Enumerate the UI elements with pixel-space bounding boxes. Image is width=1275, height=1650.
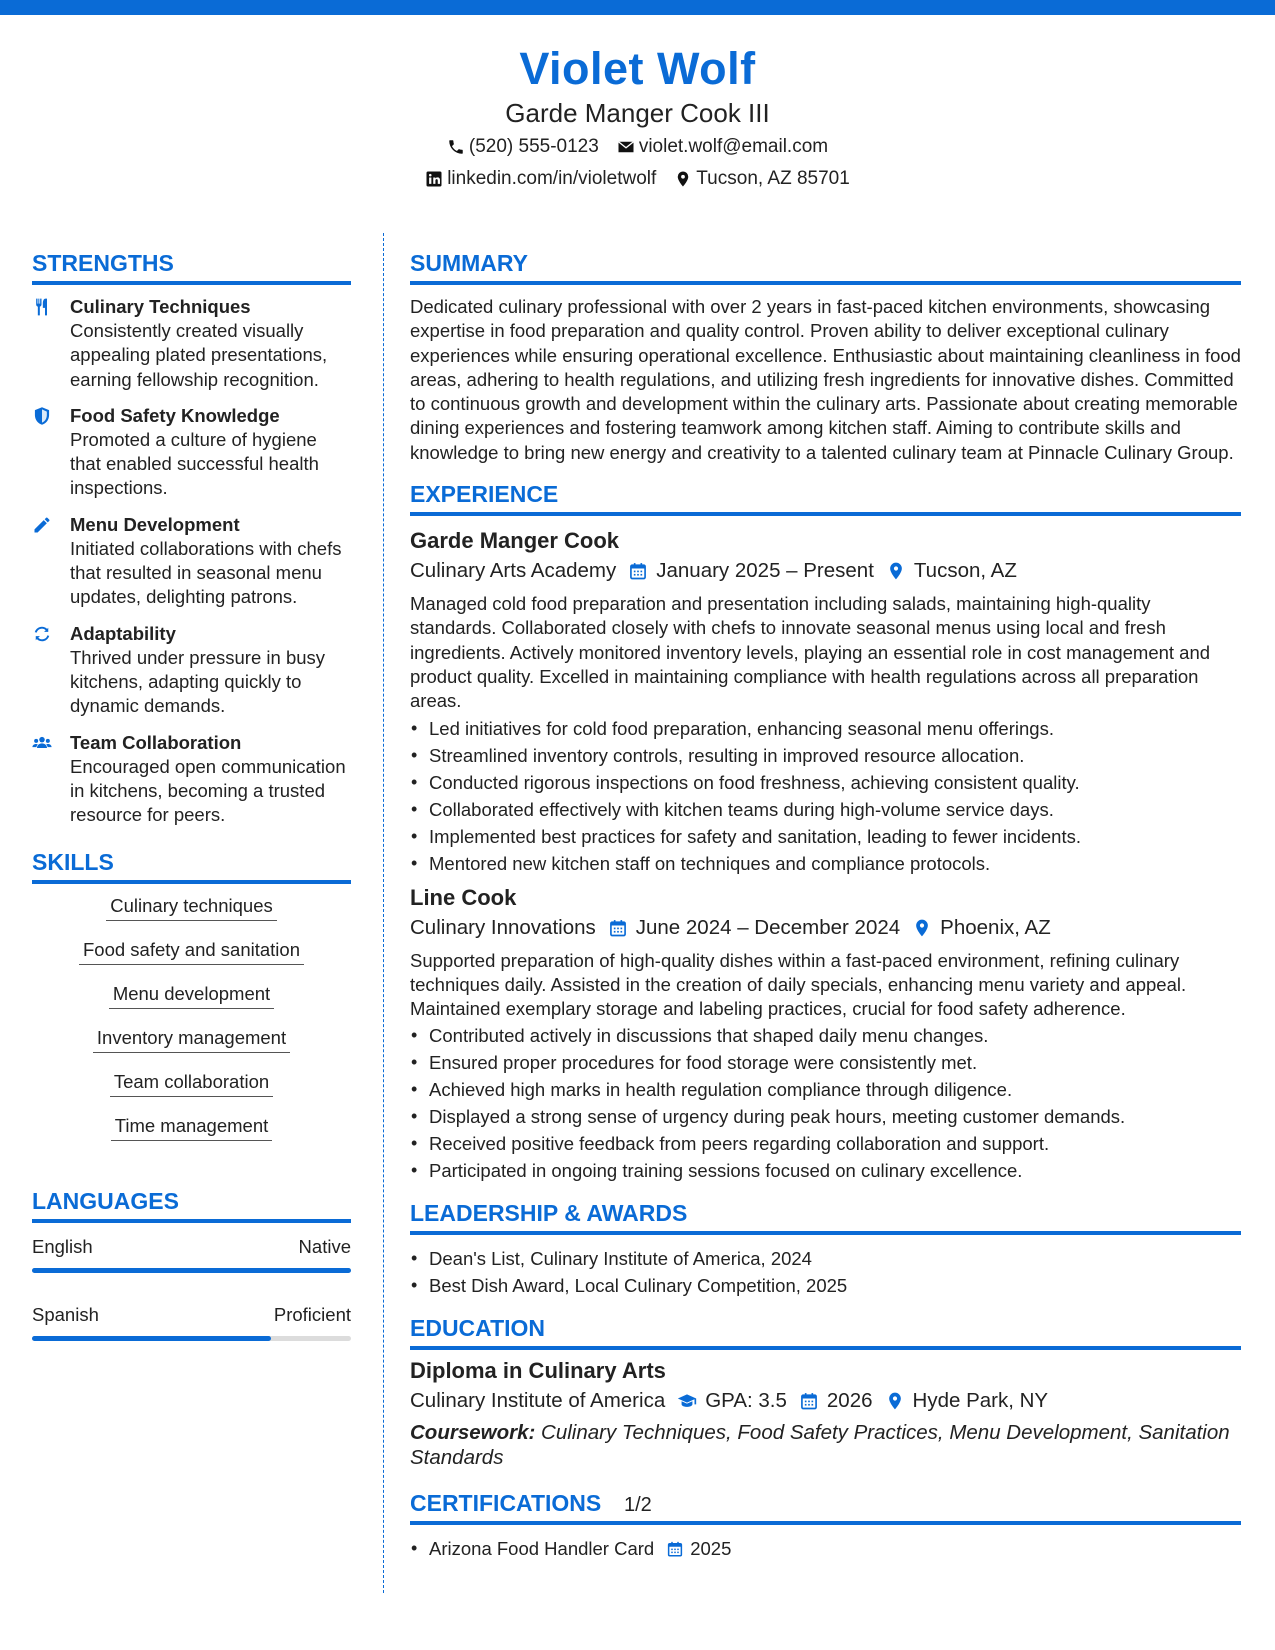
bullet-item: • Displayed a strong sense of urgency during peak hours, meeting customer demands. [410, 1103, 1241, 1130]
education-year: 2026 [826, 1389, 873, 1413]
strength-item [32, 404, 351, 501]
job-meta [410, 556, 1241, 586]
email-contact[interactable] [617, 132, 828, 162]
language-proficiency-bar [32, 1268, 351, 1273]
school-name: Culinary Institute of America [410, 1389, 666, 1413]
job-bullets [410, 1022, 1241, 1184]
summary-text: Dedicated culinary professional with over 2 years in fast-paced kitchen environments, showcasing expertise in food preparation and quality control. Proven ability to deliver exceptional culinary experiences while ensuring operational excellence. Enthusiastic about maintaining cleanliness in food areas, adhering to health regulations, and utilizing fresh ingredients for innovative dishes. Committed to continuous growth and development within the culinary arts. Passionate about creating memorable dining experiences and fostering teamwork among kitchen staff. Aiming to contribute skills and knowledge to bring new energy and creativity to a talented culinary team at Pinnacle Culinary Group. [410, 296, 1241, 463]
coursework [410, 1420, 1241, 1470]
skill-item: Food safety and sanitation [79, 938, 304, 965]
phone-text: (520) 555-0123 [468, 136, 599, 157]
bullet-item: • Achieved high marks in health regulation compliance through diligence. [410, 1076, 1241, 1103]
candidate-role: Garde Manger Cook III [505, 98, 770, 128]
degree-title: Diploma in Culinary Arts [410, 1358, 666, 1384]
job-dates-group [628, 556, 874, 586]
languages-list [32, 1235, 351, 1341]
strength-item [32, 295, 351, 392]
map-pin-icon [886, 561, 906, 581]
skill-item: Inventory management [93, 1026, 290, 1053]
job-dates: June 2024 – December 2024 [635, 915, 901, 939]
bullet-item: • Contributed actively in discussions that shaped daily menu changes. [410, 1022, 1241, 1049]
bullet-item: • Participated in ongoing training sessions focused on culinary excellence. [410, 1157, 1241, 1184]
utensils-icon [32, 297, 52, 317]
job-dates: January 2025 – Present [656, 559, 874, 583]
contact-row-2 [0, 164, 1275, 194]
strength-title: Team Collaboration [70, 731, 242, 753]
bullet-item: • Implemented best practices for safety and sanitation, leading to fewer incidents. [410, 823, 1241, 850]
candidate-name: Violet Wolf [519, 43, 756, 94]
language-proficiency-fill [32, 1268, 351, 1273]
bullet-item: • Streamlined inventory controls, resulting in improved resource allocation. [410, 742, 1241, 769]
job-title: Garde Manger Cook [410, 528, 620, 554]
envelope-icon [617, 138, 635, 156]
leadership-list [410, 1245, 1241, 1299]
job-company: Culinary Innovations [410, 915, 596, 939]
language-level: Proficient [273, 1304, 351, 1326]
shield-icon [32, 406, 52, 426]
bullet-item: • Conducted rigorous inspections on food freshness, achieving consistent quality. [410, 769, 1241, 796]
experience-heading: EXPERIENCE [410, 479, 1241, 516]
skill-item: Culinary techniques [106, 894, 276, 921]
coursework-label: Coursework: [410, 1421, 536, 1445]
job-description: Supported preparation of high-quality dishes within a fast-paced environment, refining culinary techniques daily. Assisted in the creation of daily specials, enhancing menu variety and appeal. Maintained exemplary storage and labeling practices, crucial for food safety adherence. [410, 949, 1187, 1020]
location-text: Tucson, AZ 85701 [696, 168, 850, 189]
bullet-item: • Collaborated effectively with kitchen teams during high-volume service days. [410, 796, 1241, 823]
strength-title: Culinary Techniques [70, 296, 251, 317]
job-location: Phoenix, AZ [940, 915, 1051, 939]
map-pin-icon [885, 1391, 905, 1411]
left-column [32, 248, 351, 1371]
bullet-item: • Received positive feedback from peers regarding collaboration and support. [410, 1130, 1241, 1157]
graduation-cap-icon [677, 1391, 697, 1411]
job-location-group [886, 556, 1017, 586]
right-column [410, 248, 1241, 1562]
job-entry [410, 883, 1241, 1185]
education-meta [410, 1386, 1241, 1416]
resume-header [0, 40, 1275, 194]
contact-row-1 [0, 132, 1275, 162]
skill-item: Team collaboration [110, 1070, 273, 1097]
strength-item [32, 622, 351, 719]
education-location: Hyde Park, NY [912, 1389, 1049, 1413]
skill-item: Time management [111, 1114, 273, 1141]
strength-desc: Encouraged open communication in kitchens, becoming a trusted resource for peers. [70, 755, 346, 826]
language-proficiency-bar [32, 1336, 351, 1341]
job-location: Tucson, AZ [913, 559, 1017, 583]
job-company: Culinary Arts Academy [410, 559, 617, 583]
strength-title: Menu Development [70, 513, 240, 535]
strength-item [32, 731, 351, 828]
education-year-group [799, 1386, 873, 1416]
job-location-group [912, 913, 1051, 943]
phone-contact [447, 132, 599, 162]
education-location-group [885, 1386, 1049, 1416]
certification-name: • Arizona Food Handler Card [429, 1538, 655, 1560]
strength-desc: Consistently created visually appealing plated presentations, earning fellowship recognition. [70, 320, 328, 390]
gpa-group [677, 1386, 787, 1416]
strength-desc: Promoted a culture of hygiene that enabled successful health inspections. [70, 428, 319, 499]
top-accent-bar [0, 0, 1275, 15]
job-title: Line Cook [410, 884, 517, 910]
summary-heading: SUMMARY [410, 248, 1241, 285]
job-dates-group [608, 913, 900, 943]
skills-list [32, 894, 351, 1158]
linkedin-contact[interactable] [425, 164, 656, 194]
skills-heading: SKILLS [32, 847, 351, 884]
job-meta [410, 913, 1241, 943]
linkedin-text: linkedin.com/in/violetwolf [447, 168, 657, 189]
job-bullets [410, 715, 1241, 877]
coursework-text: Culinary Techniques, Food Safety Practices, Menu Development, Sanitation Standards [410, 1421, 1230, 1470]
language-proficiency-fill [32, 1336, 271, 1341]
linkedin-icon [425, 170, 443, 188]
strength-item [32, 513, 351, 610]
strength-desc: Thrived under pressure in busy kitchens, adapting quickly to dynamic demands. [70, 646, 326, 717]
certifications-list [410, 1535, 1241, 1562]
bullet-item: • Ensured proper procedures for food storage were consistently met. [410, 1049, 1241, 1076]
email-text: violet.wolf@email.com [638, 136, 829, 157]
gpa-text: GPA: 3.5 [705, 1389, 787, 1413]
calendar-icon [608, 918, 628, 938]
strength-title: Food Safety Knowledge [70, 404, 280, 426]
language-name: English [32, 1236, 93, 1258]
certification-item [410, 1535, 1241, 1562]
leadership-heading: LEADERSHIP & AWARDS [410, 1198, 1241, 1235]
pencil-icon [32, 515, 52, 535]
languages-heading: LANGUAGES [32, 1186, 351, 1223]
skill-item: Menu development [109, 982, 274, 1009]
map-pin-icon [674, 170, 692, 188]
language-name: Spanish [32, 1304, 99, 1326]
strength-desc: Initiated collaborations with chefs that resulted in seasonal menu updates, delighting patrons. [70, 537, 342, 608]
language-level: Native [298, 1236, 351, 1258]
certification-year: 2025 [690, 1538, 732, 1560]
language-row [32, 1303, 351, 1327]
certifications-heading: CERTIFICATIONS [410, 1488, 1241, 1525]
map-pin-icon [912, 918, 932, 938]
strength-title: Adaptability [70, 622, 176, 644]
education-heading: EDUCATION [410, 1313, 1241, 1350]
users-icon [32, 733, 52, 753]
location-contact [674, 164, 850, 194]
refresh-icon [32, 624, 52, 644]
bullet-item: • Mentored new kitchen staff on techniques and compliance protocols. [410, 850, 1241, 877]
page-number: 1/2 [624, 1494, 652, 1516]
strengths-heading: STRENGTHS [32, 248, 351, 285]
calendar-icon [799, 1391, 819, 1411]
award-item: • Best Dish Award, Local Culinary Competition, 2025 [410, 1272, 1241, 1299]
language-row [32, 1235, 351, 1259]
bullet-item: • Led initiatives for cold food preparation, enhancing seasonal menu offerings. [410, 715, 1241, 742]
column-divider [383, 233, 384, 1593]
phone-icon [447, 138, 465, 156]
award-item: • Dean's List, Culinary Institute of America, 2024 [410, 1245, 1241, 1272]
job-description: Managed cold food preparation and presentation including salads, maintaining high-quality standards. Collaborated closely with chefs to innovate seasonal menus using local and fresh ingredients. Actively monitored inventory levels, playing an essential role in cost management and product quality. Excelled in maintaining compliance with health regulations across all preparation areas. [410, 593, 1211, 712]
calendar-icon [666, 1540, 684, 1558]
job-entry [410, 526, 1241, 876]
calendar-icon [628, 561, 648, 581]
